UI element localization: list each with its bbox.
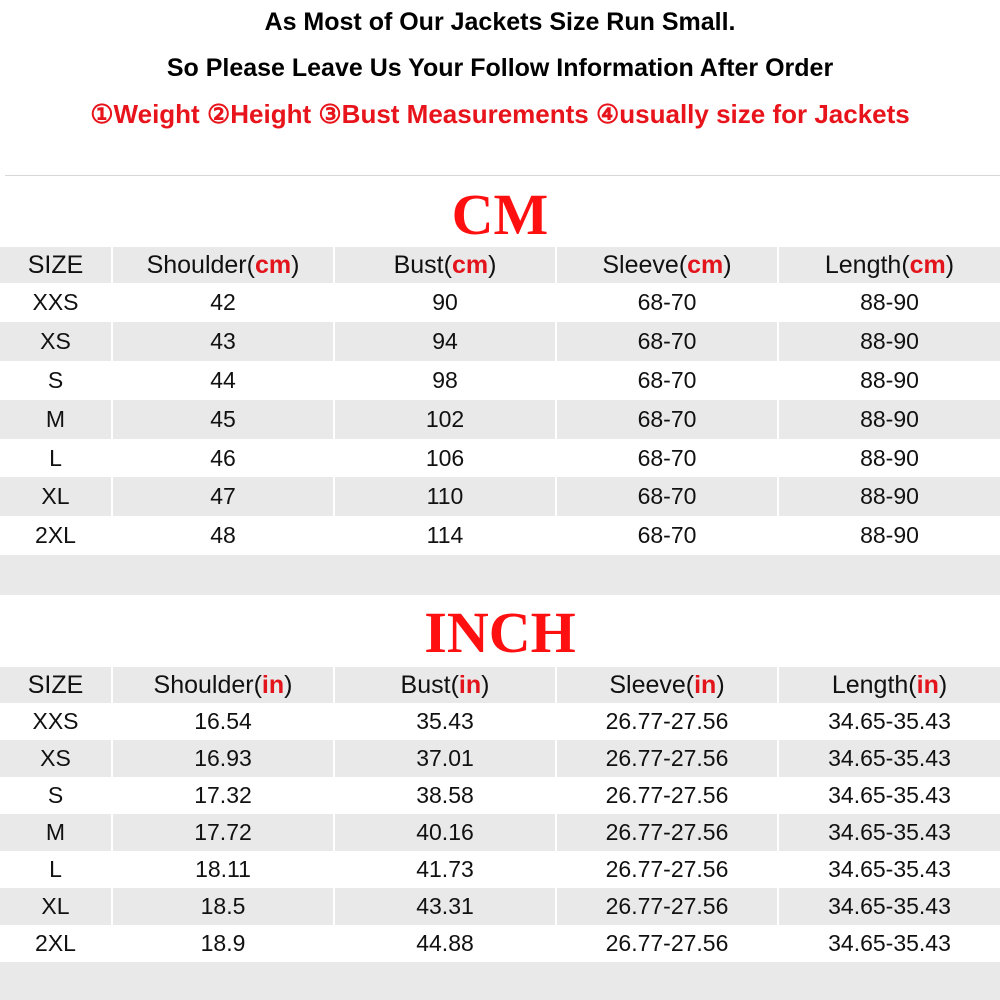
measurement-cell: 98	[334, 361, 556, 400]
column-header: Sleeve(cm)	[556, 247, 778, 283]
measurement-cell: 68-70	[556, 283, 778, 322]
column-header: Length(in)	[778, 667, 1000, 703]
unit-label: cm	[687, 250, 724, 279]
measurement-cell: 38.58	[334, 777, 556, 814]
measurement-cell: 88-90	[778, 361, 1000, 400]
unit-label: in	[261, 670, 285, 699]
measurement-cell: 46	[112, 439, 334, 478]
notice-line-1: As Most of Our Jackets Size Run Small.	[264, 8, 736, 36]
column-header-label: Length(	[831, 670, 917, 699]
measurement-cell: 34.65-35.43	[778, 703, 1000, 740]
measurement-cell: 34.65-35.43	[778, 740, 1000, 777]
size-cell: XXS	[0, 283, 112, 322]
measurement-cell: 43.31	[334, 888, 556, 925]
column-header-label: Shoulder(	[146, 250, 255, 279]
column-header-label: Shoulder(	[153, 670, 262, 699]
measurement-cell: 26.77-27.56	[556, 777, 778, 814]
measurement-cell: 68-70	[556, 516, 778, 555]
measurement-cell: 88-90	[778, 439, 1000, 478]
measurement-cell: 88-90	[778, 400, 1000, 439]
column-header-label: SIZE	[27, 250, 84, 279]
unit-label: in	[458, 670, 482, 699]
measurement-cell: 26.77-27.56	[556, 740, 778, 777]
column-header-label: Sleeve(	[602, 250, 688, 279]
measurement-cell: 88-90	[778, 516, 1000, 555]
column-header: Bust(in)	[334, 667, 556, 703]
size-cell: 2XL	[0, 516, 112, 555]
table-gap-bar	[0, 555, 1000, 595]
measurement-cell: 26.77-27.56	[556, 888, 778, 925]
table-row	[0, 516, 1000, 555]
column-header	[0, 247, 112, 283]
measurement-cell: 88-90	[778, 322, 1000, 361]
table-row	[0, 814, 1000, 851]
measurement-cell: 68-70	[556, 439, 778, 478]
column-header-label: Sleeve(	[609, 670, 695, 699]
measurement-cell: 26.77-27.56	[556, 851, 778, 888]
table-row	[0, 400, 1000, 439]
measurement-cell: 110	[334, 477, 556, 516]
measurement-cell: 42	[112, 283, 334, 322]
table-header-row	[0, 667, 1000, 703]
column-header-label: Bust(	[400, 670, 459, 699]
notice-line-2: So Please Leave Us Your Follow Information After Order	[166, 54, 834, 82]
table-row	[0, 925, 1000, 962]
column-header: Sleeve(in)	[556, 667, 778, 703]
measurement-cell: 44	[112, 361, 334, 400]
size-cell: S	[0, 361, 112, 400]
measurement-cell: 106	[334, 439, 556, 478]
bottom-bar	[0, 962, 1000, 1000]
measurement-cell: 68-70	[556, 477, 778, 516]
table-row	[0, 477, 1000, 516]
cm-size-table	[0, 247, 1000, 555]
measurement-cell: 88-90	[778, 283, 1000, 322]
table-row	[0, 740, 1000, 777]
measurement-cell: 37.01	[334, 740, 556, 777]
size-cell: M	[0, 814, 112, 851]
measurement-cell: 68-70	[556, 361, 778, 400]
table-row	[0, 283, 1000, 322]
size-cell: XL	[0, 888, 112, 925]
column-header: Shoulder(cm)	[112, 247, 334, 283]
measurement-cell: 114	[334, 516, 556, 555]
measurement-cell: 34.65-35.43	[778, 851, 1000, 888]
table-row	[0, 361, 1000, 400]
column-header-label: Length(	[824, 250, 910, 279]
measurement-cell: 34.65-35.43	[778, 888, 1000, 925]
table-row	[0, 777, 1000, 814]
column-header: Bust(cm)	[334, 247, 556, 283]
measurement-cell: 88-90	[778, 477, 1000, 516]
size-cell: L	[0, 851, 112, 888]
unit-label: in	[694, 670, 717, 699]
size-cell: XL	[0, 477, 112, 516]
required-info-line: ①Weight ②Height ③Bust Measurements ④usually size for Jackets	[90, 99, 910, 129]
measurement-cell: 16.93	[112, 740, 334, 777]
measurement-cell: 26.77-27.56	[556, 814, 778, 851]
column-header	[0, 667, 112, 703]
table-row	[0, 322, 1000, 361]
measurement-cell: 43	[112, 322, 334, 361]
inch-title: INCH	[424, 600, 576, 665]
table-row	[0, 888, 1000, 925]
size-cell: 2XL	[0, 925, 112, 962]
cm-title: CM	[451, 182, 549, 247]
column-header-label: Bust(	[393, 250, 452, 279]
measurement-cell: 68-70	[556, 322, 778, 361]
unit-label: cm	[451, 250, 489, 279]
measurement-cell: 34.65-35.43	[778, 814, 1000, 851]
measurement-cell: 44.88	[334, 925, 556, 962]
measurement-cell: 34.65-35.43	[778, 925, 1000, 962]
unit-label: in	[916, 670, 939, 699]
measurement-cell: 47	[112, 477, 334, 516]
size-cell: L	[0, 439, 112, 478]
column-header: Shoulder(in)	[112, 667, 334, 703]
measurement-cell: 17.72	[112, 814, 334, 851]
measurement-cell: 17.32	[112, 777, 334, 814]
measurement-cell: 26.77-27.56	[556, 703, 778, 740]
table-row	[0, 703, 1000, 740]
table-row	[0, 851, 1000, 888]
table-header-row	[0, 247, 1000, 283]
size-cell: M	[0, 400, 112, 439]
unit-label: cm	[254, 250, 292, 279]
size-cell: XXS	[0, 703, 112, 740]
size-cell: S	[0, 777, 112, 814]
measurement-cell: 94	[334, 322, 556, 361]
unit-label: cm	[909, 250, 946, 279]
measurement-cell: 35.43	[334, 703, 556, 740]
measurement-cell: 48	[112, 516, 334, 555]
measurement-cell: 18.11	[112, 851, 334, 888]
column-header-label: SIZE	[27, 670, 84, 699]
measurement-cell: 18.5	[112, 888, 334, 925]
measurement-cell: 41.73	[334, 851, 556, 888]
measurement-cell: 18.9	[112, 925, 334, 962]
inch-size-table	[0, 667, 1000, 962]
measurement-cell: 26.77-27.56	[556, 925, 778, 962]
measurement-cell: 16.54	[112, 703, 334, 740]
size-cell: XS	[0, 740, 112, 777]
column-header: Length(cm)	[778, 247, 1000, 283]
measurement-cell: 45	[112, 400, 334, 439]
measurement-cell: 90	[334, 283, 556, 322]
measurement-cell: 40.16	[334, 814, 556, 851]
table-row	[0, 439, 1000, 478]
divider	[5, 175, 1000, 176]
measurement-cell: 68-70	[556, 400, 778, 439]
measurement-cell: 34.65-35.43	[778, 777, 1000, 814]
measurement-cell: 102	[334, 400, 556, 439]
size-cell: XS	[0, 322, 112, 361]
